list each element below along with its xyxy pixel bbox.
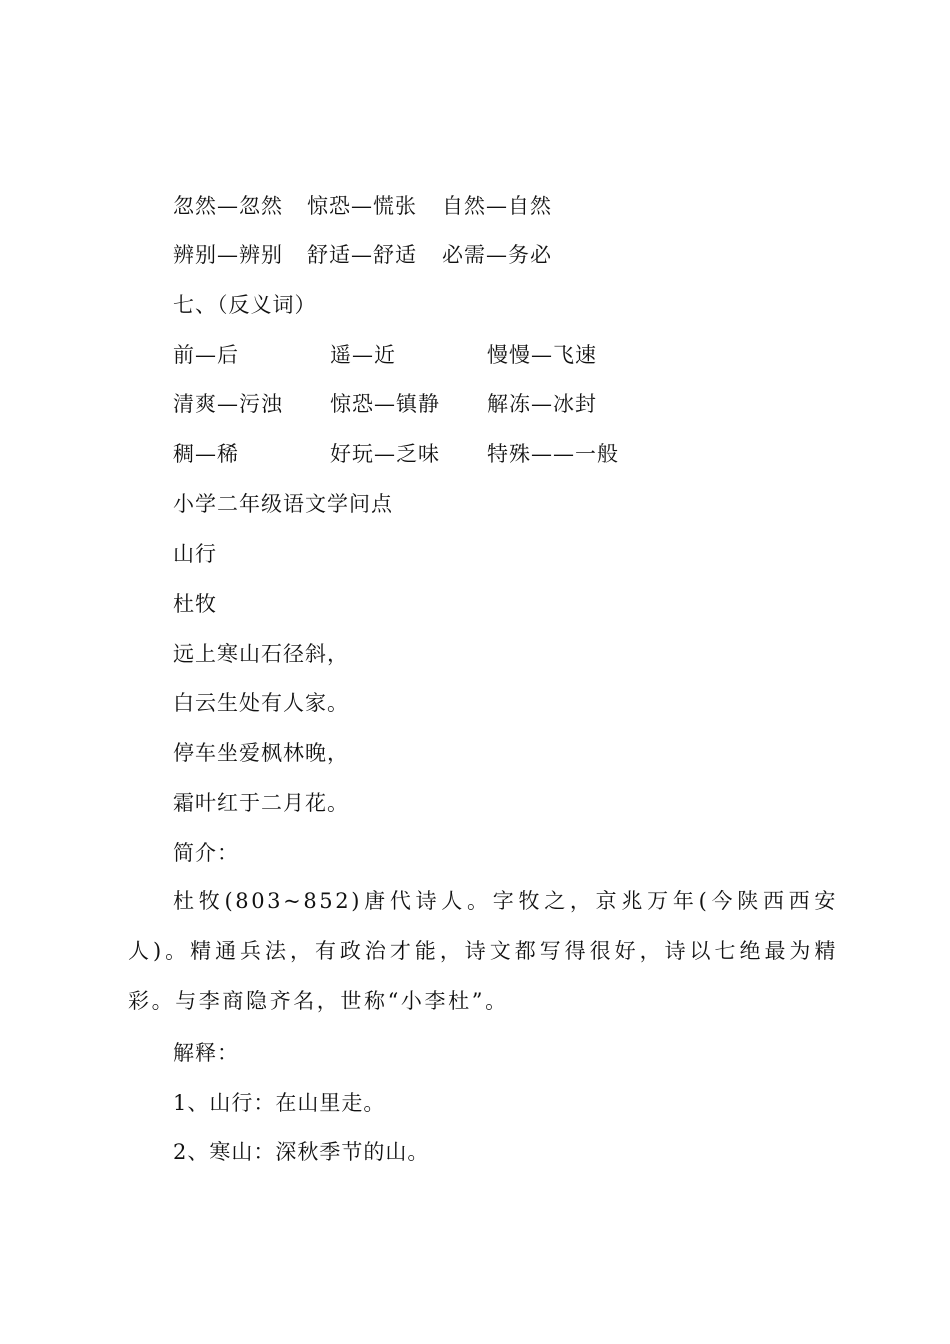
antonym-pair: 特殊——一般 [487,442,619,466]
synonym-pair: 辨别—辨别 [173,243,283,267]
antonym-pair: 前—后 [173,343,239,367]
intro-paragraph: 杜牧(803~852)唐代诗人。字牧之，京兆万年(今陕西西安人)。精通兵法，有政治才能，诗文都写得很好，诗以七绝最为精彩。与李商隐齐名，世称“小李杜”。 [128,889,838,1013]
synonym-pair: 舒适—舒适 [307,243,417,267]
explanation-item: 1、山行：在山里走。 [173,1091,386,1115]
poem-author: 杜牧 [173,592,217,616]
synonym-pair: 自然—自然 [442,194,552,218]
explanation-item: 2、寒山：深秋季节的山。 [173,1140,430,1164]
antonym-pair: 稠—稀 [173,442,239,466]
antonyms-heading: 七、（反义词） [173,293,317,317]
poem-line: 白云生处有人家。 [173,691,349,715]
antonym-pair: 解冻—冰封 [487,392,597,416]
poem-line: 霜叶红于二月花。 [173,791,349,815]
antonym-pair: 惊恐—镇静 [330,392,440,416]
poem-line: 远上寒山石径斜， [173,642,349,666]
poem-line: 停车坐爱枫林晚， [173,741,349,765]
synonym-pair: 忽然—忽然 [173,194,283,218]
section-title: 小学二年级语文学问点 [173,492,393,516]
antonym-pair: 好玩—乏味 [330,442,440,466]
intro-label: 简介： [173,841,239,865]
antonym-pair: 遥—近 [330,343,396,367]
antonym-pair: 清爽—污浊 [173,392,283,416]
poem-title: 山行 [173,542,217,566]
antonym-pair: 慢慢—飞速 [487,343,597,367]
synonym-pair: 惊恐—慌张 [307,194,417,218]
explanation-label: 解释： [173,1041,239,1065]
synonym-pair: 必需—务必 [442,243,552,267]
